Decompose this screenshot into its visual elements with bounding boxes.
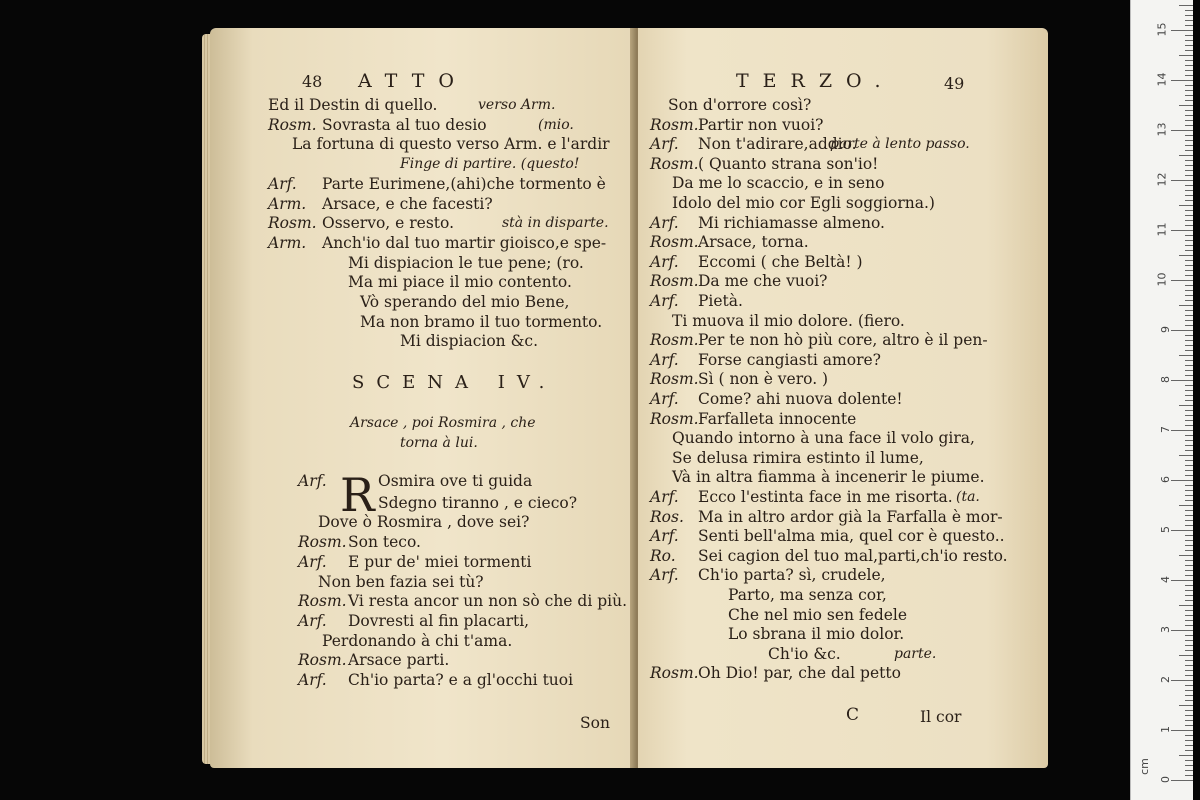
ruler-tick xyxy=(1185,65,1193,66)
ruler-tick xyxy=(1185,390,1193,391)
speaker-label: Rosm. xyxy=(650,409,699,428)
ruler-tick xyxy=(1171,180,1193,181)
speaker-label: Arm. xyxy=(268,233,307,252)
ruler-tick xyxy=(1179,305,1193,306)
ruler-tick xyxy=(1171,680,1193,681)
ruler-tick xyxy=(1185,190,1193,191)
scene-description-1: Arsace , poi Rosmira , che xyxy=(350,415,536,431)
verse-line: Arsace parti. xyxy=(348,651,450,670)
ruler-tick xyxy=(1179,5,1193,6)
ruler-tick xyxy=(1185,275,1193,276)
ruler-number: 15 xyxy=(1155,22,1169,37)
ruler-tick xyxy=(1185,270,1193,271)
speaker-label: Rosm. xyxy=(298,533,347,552)
scene-title: SCENA IV. xyxy=(352,372,557,393)
ruler-tick xyxy=(1185,245,1193,246)
ruler-tick xyxy=(1179,755,1193,756)
stage-direction: (ta. xyxy=(956,489,980,505)
ruler-tick xyxy=(1185,615,1193,616)
ruler-tick xyxy=(1185,750,1193,751)
ruler-tick xyxy=(1185,710,1193,711)
ruler-tick xyxy=(1185,475,1193,476)
verse-line: Vò sperando del mio Bene, xyxy=(360,293,570,311)
ruler-tick xyxy=(1185,70,1193,71)
ruler-tick xyxy=(1171,380,1193,381)
verse-line: Lo sbrana il mio dolor. xyxy=(728,625,905,644)
verse-line: Ch'io parta? sì, crudele, xyxy=(698,566,886,585)
ruler-tick xyxy=(1185,735,1193,736)
ruler-tick xyxy=(1185,675,1193,676)
catchword-right: Il cor xyxy=(920,708,962,726)
ruler-tick xyxy=(1185,75,1193,76)
ruler-tick xyxy=(1185,320,1193,321)
verse-line: E pur de' miei tormenti xyxy=(348,552,532,571)
ruler-number: 14 xyxy=(1155,72,1169,87)
verse-line: Arsace, torna. xyxy=(698,233,809,252)
verse-line: Mi dispiacion le tue pene; (ro. xyxy=(348,253,584,272)
ruler-tick xyxy=(1185,175,1193,176)
verse-line: Ma in altro ardor già la Farfalla è mor- xyxy=(698,507,1003,526)
page-number-left: 48 xyxy=(302,72,323,91)
ruler-number: 8 xyxy=(1159,376,1172,383)
verse-line: Oh Dio! par, che dal petto xyxy=(698,664,901,683)
speaker-label: Rosm. xyxy=(268,214,317,233)
speaker-label: Rosm. xyxy=(650,331,699,350)
ruler-tick xyxy=(1185,295,1193,296)
ruler-tick xyxy=(1185,220,1193,221)
ruler-tick xyxy=(1185,325,1193,326)
ruler-tick xyxy=(1185,515,1193,516)
speaker-label: Arf. xyxy=(650,390,679,408)
ruler-tick xyxy=(1185,385,1193,386)
ruler-tick xyxy=(1185,145,1193,146)
measuring-ruler xyxy=(1130,0,1193,800)
verse-line: Farfalleta innocente xyxy=(698,409,857,428)
verse-line: Ch'io parta? e a gl'occhi tuoi xyxy=(348,671,574,689)
ruler-tick xyxy=(1171,730,1193,731)
ruler-tick xyxy=(1185,590,1193,591)
ruler-tick xyxy=(1185,765,1193,766)
ruler-tick xyxy=(1185,370,1193,371)
ruler-number: 13 xyxy=(1155,122,1169,137)
ruler-tick xyxy=(1171,530,1193,531)
ruler-tick xyxy=(1185,545,1193,546)
speaker-label: Rosm. xyxy=(650,664,699,683)
verse-line: Anch'io dal tuo martir gioisco,e spe- xyxy=(322,233,607,252)
verse-line: Non t'adirare,addio. xyxy=(698,135,857,154)
verse-line: ( Quanto strana son'io! xyxy=(698,154,879,173)
ruler-tick xyxy=(1185,740,1193,741)
ruler-tick xyxy=(1185,770,1193,771)
verse-line: Per te non hò più core, altro è il pen- xyxy=(698,331,988,350)
ruler-tick xyxy=(1179,505,1193,506)
ruler-tick xyxy=(1185,110,1193,111)
ruler-tick xyxy=(1185,135,1193,136)
stage-direction: verso Arm. xyxy=(478,97,556,113)
speaker-label: Arf. xyxy=(650,527,679,546)
ruler-tick xyxy=(1179,655,1193,656)
signature-mark: C xyxy=(846,705,860,725)
ruler-tick xyxy=(1171,580,1193,581)
ruler-tick xyxy=(1185,360,1193,361)
ruler-tick xyxy=(1185,570,1193,571)
ruler-tick xyxy=(1185,210,1193,211)
ruler-tick xyxy=(1185,565,1193,566)
ruler-tick xyxy=(1185,350,1193,351)
ruler-tick xyxy=(1185,95,1193,96)
verse-line: Son teco. xyxy=(348,533,421,552)
verse-line: Son d'orrore così? xyxy=(668,96,812,114)
speaker-label: Rosm. xyxy=(650,370,699,389)
running-header-right: TERZO. xyxy=(736,70,895,92)
verse-line: Sdegno tiranno , e cieco? xyxy=(378,493,578,512)
ruler-tick xyxy=(1179,605,1193,606)
verse-line: Da me lo scaccio, e in seno xyxy=(672,174,885,193)
ruler-tick xyxy=(1185,435,1193,436)
ruler-tick xyxy=(1185,265,1193,266)
ruler-tick xyxy=(1171,780,1193,781)
ruler-tick xyxy=(1185,50,1193,51)
ruler-number: 3 xyxy=(1159,626,1172,633)
ruler-tick xyxy=(1185,365,1193,366)
verse-line: Da me che vuoi? xyxy=(698,272,828,291)
ruler-tick xyxy=(1185,15,1193,16)
right-page xyxy=(638,28,1048,768)
ruler-tick xyxy=(1185,470,1193,471)
ruler-tick xyxy=(1185,315,1193,316)
verse-line: Parte Eurimene,(ahi)che tormento è xyxy=(322,174,606,193)
ruler-number: 6 xyxy=(1159,476,1172,483)
speaker-label: Arf. xyxy=(298,552,327,571)
ruler-tick xyxy=(1179,705,1193,706)
page-number-right: 49 xyxy=(944,74,965,93)
ruler-tick xyxy=(1179,255,1193,256)
ruler-tick xyxy=(1185,425,1193,426)
ruler-tick xyxy=(1185,510,1193,511)
speaker-label: Rosm. xyxy=(298,592,347,611)
ruler-tick xyxy=(1185,375,1193,376)
speaker-label: Arf. xyxy=(650,252,679,271)
verse-line: Arsace, e che facesti? xyxy=(322,194,493,213)
speaker-label: Arf. xyxy=(650,292,679,310)
ruler-tick xyxy=(1171,130,1193,131)
verse-line: Vi resta ancor un non sò che di più. xyxy=(348,592,627,611)
verse-line: Partir non vuoi? xyxy=(698,115,824,134)
verse-line: Sovrasta al tuo desio xyxy=(322,115,487,134)
ruler-tick xyxy=(1185,35,1193,36)
ruler-tick xyxy=(1185,665,1193,666)
ruler-tick xyxy=(1171,230,1193,231)
ruler-tick xyxy=(1171,480,1193,481)
ruler-tick xyxy=(1185,550,1193,551)
ruler-number: 9 xyxy=(1159,326,1172,333)
ruler-number: 5 xyxy=(1159,526,1172,533)
ruler-tick xyxy=(1185,100,1193,101)
verse-line: Ma non bramo il tuo tormento. xyxy=(360,312,603,331)
ruler-tick xyxy=(1171,80,1193,81)
ruler-tick xyxy=(1171,430,1193,431)
ruler-tick xyxy=(1171,30,1193,31)
verse-line: Perdonando à chi t'ama. xyxy=(322,631,513,650)
ruler-tick xyxy=(1185,45,1193,46)
stage-direction: Finge di partire. (questo! xyxy=(400,156,580,173)
speaker-label: Rosm. xyxy=(650,272,699,291)
verse-line: Mi richiamasse almeno. xyxy=(698,213,885,232)
verse-line: Non ben fazia sei tù? xyxy=(318,572,484,591)
ruler-tick xyxy=(1185,695,1193,696)
ruler-tick xyxy=(1185,460,1193,461)
verse-line: La fortuna di questo verso Arm. e l'ardir xyxy=(292,135,610,154)
running-header-left: ATTO xyxy=(358,70,468,92)
ruler-tick xyxy=(1185,90,1193,91)
stage-direction: (mio. xyxy=(538,116,574,133)
speaker-label: Ros. xyxy=(650,507,684,526)
verse-line: Dove ò Rosmira , dove sei? xyxy=(318,513,530,532)
ruler-tick xyxy=(1185,125,1193,126)
verse-line: Mi dispiacion &c. xyxy=(400,332,538,351)
verse-line: Come? ahi nuova dolente! xyxy=(698,390,903,408)
verse-line: Parto, ma senza cor, xyxy=(728,586,887,604)
ruler-tick xyxy=(1185,535,1193,536)
verse-line: Se delusa rimira estinto il lume, xyxy=(672,448,924,467)
ruler-tick xyxy=(1185,20,1193,21)
scene-description-2: torna à lui. xyxy=(400,435,478,451)
ruler-number: 7 xyxy=(1159,426,1172,433)
speaker-label: Arf. xyxy=(650,488,679,506)
ruler-tick xyxy=(1185,610,1193,611)
ruler-tick xyxy=(1185,415,1193,416)
speaker-label: Rosm. xyxy=(650,115,699,134)
ruler-tick xyxy=(1185,225,1193,226)
ruler-tick xyxy=(1185,340,1193,341)
catchword-left: Son xyxy=(580,714,610,732)
speaker-label: Rosm. xyxy=(298,651,347,670)
ruler-tick xyxy=(1185,410,1193,411)
ruler-tick xyxy=(1185,465,1193,466)
ruler-tick xyxy=(1185,395,1193,396)
ruler-tick xyxy=(1185,260,1193,261)
ruler-tick xyxy=(1179,555,1193,556)
ruler-tick xyxy=(1171,280,1193,281)
left-page xyxy=(210,28,635,768)
ruler-tick xyxy=(1179,105,1193,106)
ruler-number: 2 xyxy=(1159,676,1172,683)
ruler-tick xyxy=(1185,625,1193,626)
ruler-tick xyxy=(1185,645,1193,646)
speaker-label: Arf. xyxy=(298,472,327,490)
ruler-tick xyxy=(1185,290,1193,291)
speaker-label: Arf. xyxy=(298,671,327,689)
ruler-tick xyxy=(1185,115,1193,116)
ruler-tick xyxy=(1185,670,1193,671)
verse-line: Ed il Destin di quello. xyxy=(268,96,438,114)
ruler-tick xyxy=(1185,400,1193,401)
ruler-tick xyxy=(1185,775,1193,776)
ruler-tick xyxy=(1185,485,1193,486)
ruler-number: 1 xyxy=(1159,726,1172,733)
verse-line: Quando intorno à una face il volo gira, xyxy=(672,429,975,448)
ruler-tick xyxy=(1185,140,1193,141)
ruler-number: 10 xyxy=(1155,272,1169,287)
ruler-tick xyxy=(1185,345,1193,346)
ruler-tick xyxy=(1185,450,1193,451)
ruler-tick xyxy=(1185,10,1193,11)
ruler-tick xyxy=(1179,205,1193,206)
ruler-tick xyxy=(1185,215,1193,216)
ruler-tick xyxy=(1185,575,1193,576)
ruler-number: 0 xyxy=(1159,776,1172,783)
ruler-tick xyxy=(1185,40,1193,41)
verse-line: Ecco l'estinta face in me risorta. xyxy=(698,488,953,506)
ruler-tick xyxy=(1185,195,1193,196)
speaker-label: Ro. xyxy=(650,546,676,565)
ruler-tick xyxy=(1185,250,1193,251)
ruler-tick xyxy=(1185,725,1193,726)
stage-direction: parte à lento passo. xyxy=(830,136,970,153)
verse-line: Pietà. xyxy=(698,292,743,310)
ruler-tick xyxy=(1185,500,1193,501)
verse-line: Ti muova il mio dolore. (fiero. xyxy=(672,311,905,330)
ruler-tick xyxy=(1185,635,1193,636)
ruler-tick xyxy=(1185,760,1193,761)
speaker-label: Rosm. xyxy=(650,233,699,252)
ruler-tick xyxy=(1179,455,1193,456)
verse-line: Ch'io &c. xyxy=(768,644,841,663)
ruler-tick xyxy=(1185,60,1193,61)
verse-line: Dovresti al fin placarti, xyxy=(348,611,530,630)
ruler-tick xyxy=(1185,600,1193,601)
verse-line: Senti bell'alma mia, quel cor è questo.. xyxy=(698,527,1005,546)
ruler-tick xyxy=(1179,155,1193,156)
verse-line: Sì ( non è vero. ) xyxy=(698,370,829,389)
stage-direction: parte. xyxy=(894,645,937,662)
ruler-tick xyxy=(1185,440,1193,441)
ruler-tick xyxy=(1185,160,1193,161)
ruler-tick xyxy=(1185,520,1193,521)
ruler-tick xyxy=(1185,490,1193,491)
verse-line: Sei cagion del tuo mal,parti,ch'io resto. xyxy=(698,546,1008,565)
ruler-tick xyxy=(1185,685,1193,686)
speaker-label: Arf. xyxy=(650,566,679,585)
ruler-tick xyxy=(1185,690,1193,691)
verse-line: Và in altra fiamma à incenerir le piume. xyxy=(672,468,985,487)
ruler-tick xyxy=(1185,150,1193,151)
speaker-label: Arm. xyxy=(268,194,307,213)
drop-cap: R xyxy=(340,468,375,522)
ruler-tick xyxy=(1185,185,1193,186)
speaker-label: Rosm. xyxy=(650,154,699,173)
ruler-tick xyxy=(1185,85,1193,86)
ruler-tick xyxy=(1179,405,1193,406)
speaker-label: Arf. xyxy=(650,135,679,154)
ruler-number: 11 xyxy=(1155,222,1169,237)
ruler-tick xyxy=(1185,745,1193,746)
verse-line: Idolo del mio cor Egli soggiorna.) xyxy=(672,194,935,212)
verse-line: Ma mi piace il mio contento. xyxy=(348,273,572,292)
ruler-tick xyxy=(1185,25,1193,26)
ruler-tick xyxy=(1185,170,1193,171)
ruler-tick xyxy=(1185,310,1193,311)
ruler-tick xyxy=(1185,285,1193,286)
ruler-tick xyxy=(1185,445,1193,446)
ruler-tick xyxy=(1185,525,1193,526)
verse-line: Osservo, e resto. xyxy=(322,214,454,233)
ruler-tick xyxy=(1171,330,1193,331)
ruler-tick xyxy=(1185,235,1193,236)
ruler-tick xyxy=(1185,720,1193,721)
verse-line: Osmira ove ti guida xyxy=(378,472,533,490)
ruler-tick xyxy=(1185,165,1193,166)
ruler-tick xyxy=(1185,650,1193,651)
ruler-tick xyxy=(1185,540,1193,541)
ruler-tick xyxy=(1185,660,1193,661)
speaker-label: Arf. xyxy=(268,174,297,193)
speaker-label: Rosm. xyxy=(268,115,317,134)
ruler-tick xyxy=(1185,300,1193,301)
stage-direction: stà in disparte. xyxy=(502,215,609,232)
verse-line: Eccomi ( che Beltà! ) xyxy=(698,252,863,271)
ruler-tick xyxy=(1185,620,1193,621)
ruler-tick xyxy=(1171,630,1193,631)
ruler-number: 12 xyxy=(1155,172,1169,187)
ruler-tick xyxy=(1185,240,1193,241)
verse-line: Forse cangiasti amore? xyxy=(698,350,881,369)
verse-line: Che nel mio sen fedele xyxy=(728,605,908,624)
ruler-tick xyxy=(1185,595,1193,596)
ruler-tick xyxy=(1185,335,1193,336)
speaker-label: Arf. xyxy=(650,350,679,369)
ruler-tick xyxy=(1185,560,1193,561)
ruler-unit: cm xyxy=(1138,758,1152,775)
ruler-tick xyxy=(1185,585,1193,586)
ruler-tick xyxy=(1185,200,1193,201)
open-book xyxy=(210,28,1050,776)
ruler-tick xyxy=(1179,355,1193,356)
ruler-tick xyxy=(1185,495,1193,496)
speaker-label: Arf. xyxy=(650,213,679,232)
ruler-tick xyxy=(1185,700,1193,701)
ruler-tick xyxy=(1185,120,1193,121)
ruler-number: 4 xyxy=(1159,576,1172,583)
ruler-tick xyxy=(1185,715,1193,716)
ruler-tick xyxy=(1179,55,1193,56)
speaker-label: Arf. xyxy=(298,611,327,630)
ruler-tick xyxy=(1185,420,1193,421)
ruler-tick xyxy=(1185,640,1193,641)
